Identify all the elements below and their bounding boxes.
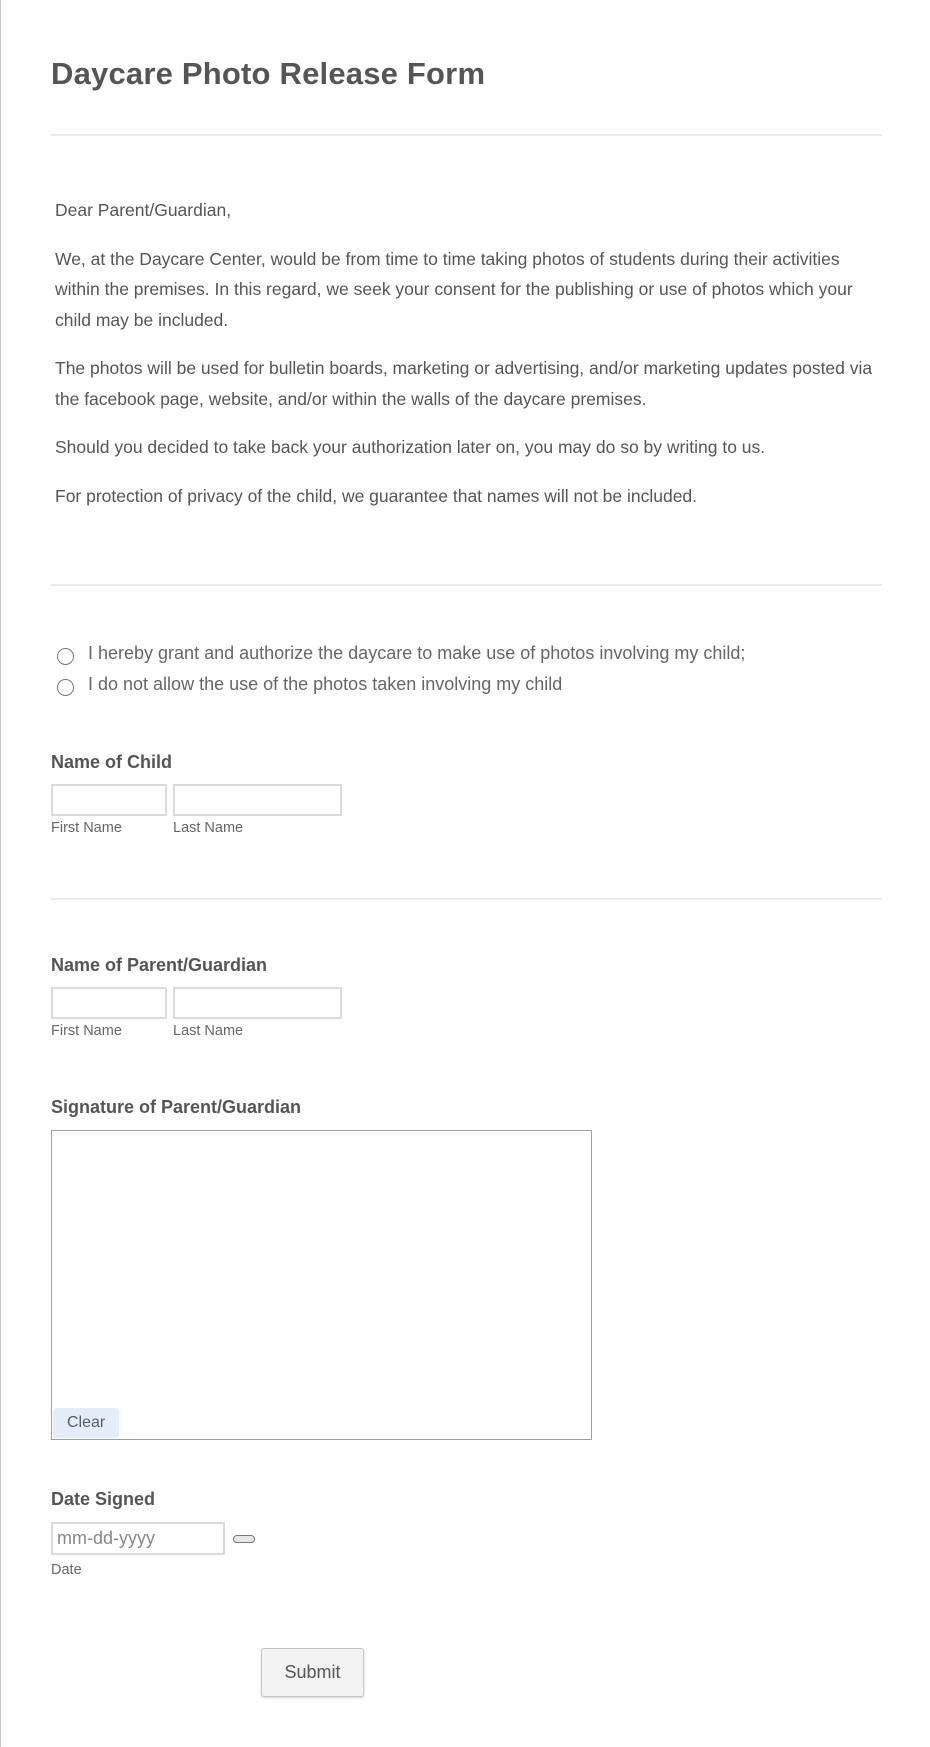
parent-first-name-input[interactable]: [51, 987, 167, 1019]
divider: [51, 134, 882, 136]
date-input[interactable]: [51, 1522, 225, 1555]
divider: [51, 898, 882, 900]
parent-name-fields: [51, 987, 342, 1039]
signature-pad[interactable]: [51, 1130, 592, 1440]
date-field-row: [51, 1522, 255, 1555]
consent-option-grant[interactable]: [57, 638, 745, 669]
intro-paragraph: Should you decided to take back your authorization later on, you may do so by writing to us.: [55, 437, 766, 457]
submit-button[interactable]: Submit: [261, 1648, 364, 1697]
calendar-picker-icon[interactable]: [233, 1535, 255, 1543]
sublabel: Last Name: [173, 820, 244, 836]
greeting: Dear Parent/Guardian,: [55, 200, 232, 220]
sublabel: First Name: [51, 1023, 122, 1039]
consent-option-deny[interactable]: [57, 669, 745, 700]
form-title: Daycare Photo Release Form: [51, 56, 486, 91]
child-name-fields: [51, 784, 342, 836]
child-last-name-input[interactable]: [173, 784, 342, 816]
divider: [51, 584, 882, 586]
radio-button-icon[interactable]: [57, 679, 74, 696]
intro-paragraph: For protection of privacy of the child, we guarantee that names will not be included.: [55, 485, 698, 506]
sublabel: First Name: [51, 820, 122, 836]
radio-label: I hereby grant and authorize the daycare to make use of photos involving my child;: [88, 643, 746, 663]
parent-name-label: Name of Parent/Guardian: [51, 955, 268, 975]
signature-label: Signature of Parent/Guardian: [51, 1097, 302, 1117]
clear-signature-button[interactable]: Clear: [53, 1408, 119, 1438]
sublabel: Last Name: [173, 1023, 244, 1039]
date-sublabel: Date: [51, 1562, 82, 1578]
consent-radio-group: [57, 638, 745, 700]
intro-paragraph: The photos will be used for bulletin boards, marketing or advertising, and/or marketing updates posted via the facebook page, website, and/or within the walls of the daycare premises.: [55, 358, 873, 409]
parent-last-name-input[interactable]: [173, 987, 342, 1019]
radio-label: I do not allow the use of the photos taken involving my child: [88, 674, 563, 694]
child-name-label: Name of Child: [51, 752, 173, 772]
radio-button-icon[interactable]: [57, 648, 74, 665]
intro-paragraph: We, at the Daycare Center, would be from time to time taking photos of students during their activities within the premises. In this regard, we seek your consent for the publishing or use of photos which your child may be included.: [55, 248, 853, 330]
date-signed-label: Date Signed: [51, 1489, 156, 1509]
intro-text: [55, 195, 875, 529]
child-first-name-input[interactable]: [51, 784, 167, 816]
